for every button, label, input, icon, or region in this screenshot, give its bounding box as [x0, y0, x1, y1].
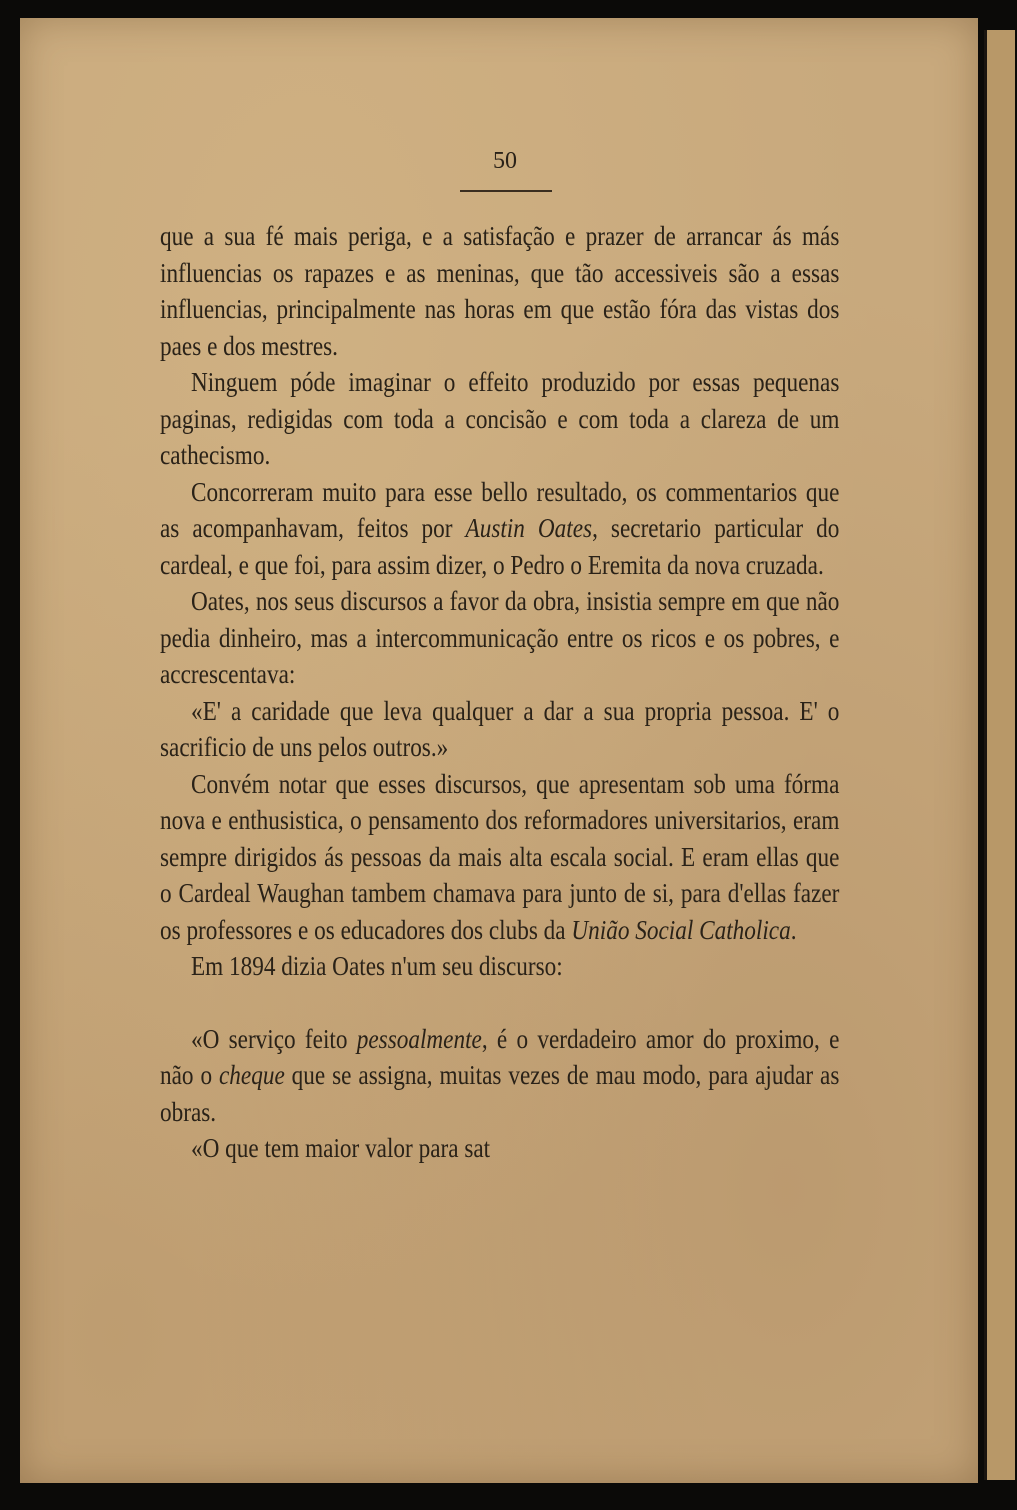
text-segment: Ninguem póde imaginar o effeito produzido por essas pequenas paginas, redigidas com toda a concisão e com toda a clareza de um cathecismo.	[160, 367, 840, 470]
paragraph-p8	[160, 1021, 839, 1131]
adjacent-page-edge	[984, 30, 1015, 1480]
text-segment: , secretario particular do cardeal, e que foi, para assim dizer, o Pedro o Eremita da nova cruzada.	[160, 513, 840, 580]
paragraph-p3	[160, 474, 839, 584]
text-segment: que a sua fé mais periga, e a satisfação e prazer de arrancar ás más influencias os rapazes e as meninas, que tão accessiveis são a essas influencias, principalmente nas horas em que estão fóra das vistas dos paes e dos mestres.	[160, 221, 840, 361]
text-segment: Em 1894 dizia Oates n'um seu discurso:	[190, 951, 563, 981]
text-segment: Convém notar que esses discursos, que apresentam sob uma fórma nova e enthusistica, o pensamento dos reformadores universitarios, eram sempre dirigidos ás pessoas da mais alta escala social. E eram ellas que o Cardeal Waughan tambem chamava para junto de si, para d'ellas fazer os professores e os educadores dos clubs da	[160, 768, 840, 945]
text-segment: que se assigna, muitas vezes de mau modo, para ajudar as obras.	[160, 1060, 840, 1127]
text-segment: «E' a caridade que leva qualquer a dar a sua propria pessoa. E' o sacrificio de uns pelos outros.»	[160, 695, 840, 762]
paragraph-p1	[160, 218, 839, 364]
italic-text: pessoalmente	[356, 1023, 482, 1054]
text-segment: , é o verdadeiro amor do proximo, e não o	[160, 1023, 840, 1090]
paragraph-p6	[160, 766, 839, 949]
paragraph-p7	[160, 948, 839, 985]
header-rule	[460, 190, 552, 192]
text-segment: Oates, nos seus discursos a favor da obra, insistia sempre em que não pedia dinheiro, mas a intercommunicação entre os ricos e os pobres, e accrescentava:	[160, 586, 840, 689]
paragraph-p9	[160, 1130, 839, 1167]
italic-text: cheque	[219, 1060, 285, 1090]
paragraph-p2	[160, 364, 839, 474]
page-number: 50	[493, 148, 517, 174]
text-segment: «O que tem maior valor para sat	[190, 1133, 491, 1163]
italic-text: Austin Oates	[465, 513, 593, 543]
italic-text: União Social Catholica	[571, 914, 791, 945]
text-segment: Concorreram muito para esse bello resultado, os commentarios que as acompanhavam, feitos por	[160, 476, 840, 543]
body-text	[160, 218, 839, 1167]
paragraph-p4	[160, 583, 839, 693]
paragraph-gap	[160, 985, 839, 1021]
paragraph-p5	[160, 693, 839, 766]
text-segment: .	[790, 914, 797, 945]
text-segment: «O serviço feito	[190, 1023, 357, 1054]
